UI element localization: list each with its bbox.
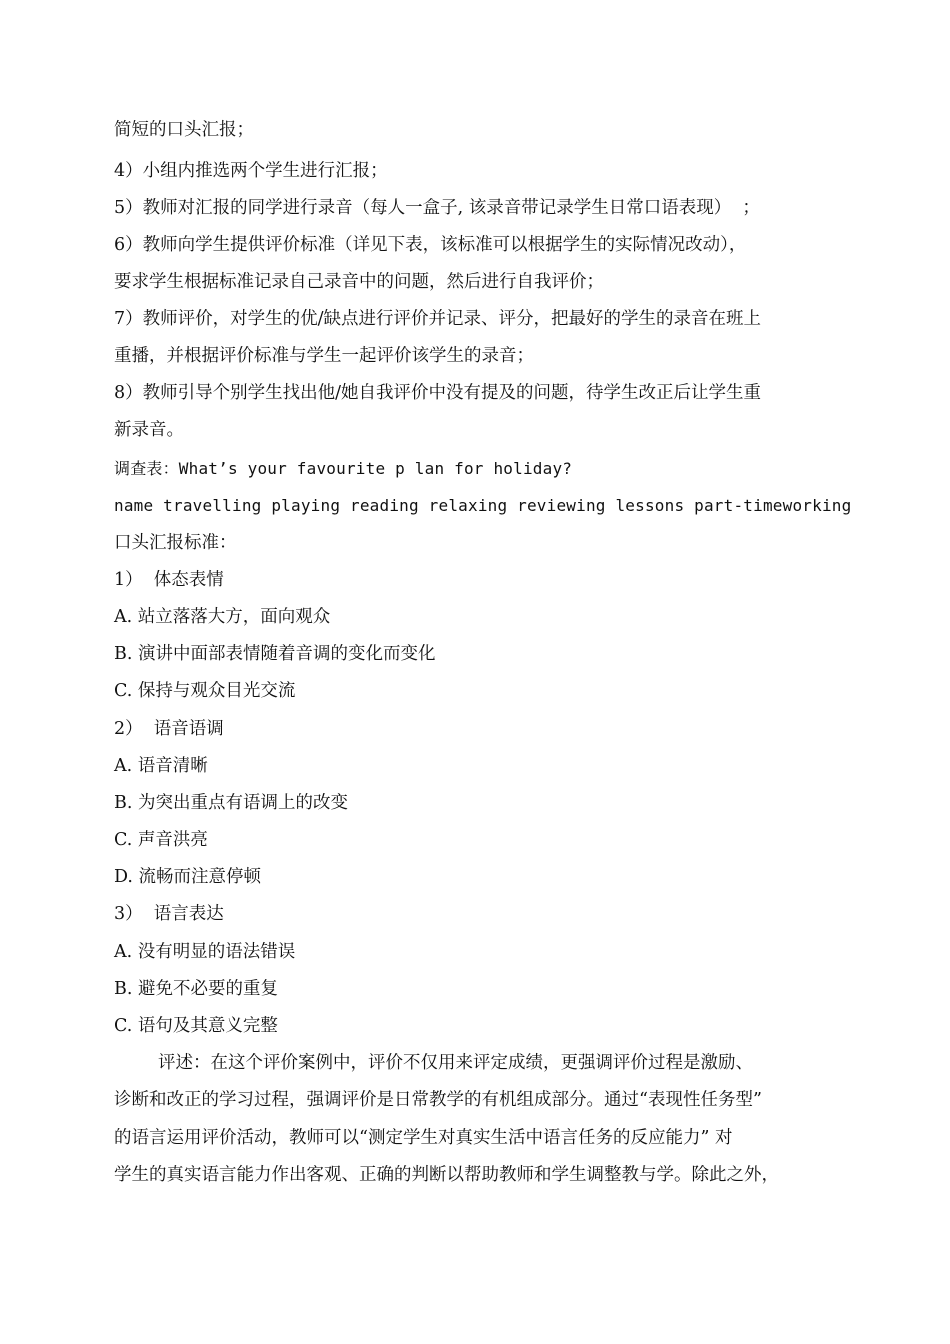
survey-title: 调查表：What’s your favourite p lan for holiday? — [114, 459, 573, 478]
text-line: 要求学生根据标准记录自己录音中的问题，然后进行自我评价； — [114, 272, 604, 292]
commentary-paragraph: 评述：在这个评价案例中，评价不仅用来评定成绩，更强调评价过程是激励、 — [158, 1053, 753, 1073]
criteria-heading: 2） 语音语调 — [114, 719, 224, 739]
text-line: 6）教师向学生提供评价标准（详见下表，该标准可以根据学生的实际情况改动）， — [114, 235, 747, 255]
survey-columns: name travelling playing reading relaxing reviewing lessons part-timeworking — [114, 496, 852, 515]
criteria-heading: 1） 体态表情 — [114, 570, 224, 590]
section-heading: 口头汇报标准： — [114, 533, 237, 553]
text-line: 简短的口头汇报； — [114, 120, 254, 140]
criteria-item: B. 避免不必要的重复 — [114, 979, 278, 999]
criteria-item: A. 没有明显的语法错误 — [114, 942, 296, 962]
text-line: 4）小组内推选两个学生进行汇报； — [114, 161, 388, 181]
commentary-paragraph: 学生的真实语言能力作出客观、正确的判断以帮助教师和学生调整教与学。除此之外， — [114, 1165, 779, 1185]
criteria-item: D. 流畅而注意停顿 — [114, 867, 262, 887]
criteria-heading: 3） 语言表达 — [114, 904, 224, 924]
criteria-item: C. 保持与观众目光交流 — [114, 681, 296, 701]
text-line: 重播，并根据评价标准与学生一起评价该学生的录音； — [114, 346, 534, 366]
criteria-item: A. 语音清晰 — [114, 756, 208, 776]
text-line: 新录音。 — [114, 420, 184, 440]
text-line: 8）教师引导个别学生找出他/她自我评价中没有提及的问题，待学生改正后让学生重 — [114, 383, 762, 403]
commentary-paragraph: 诊断和改正的学习过程，强调评价是日常教学的有机组成部分。通过“表现性任务型” — [114, 1090, 762, 1110]
criteria-item: B. 演讲中面部表情随着音调的变化而变化 — [114, 644, 436, 664]
commentary-paragraph: 的语言运用评价活动，教师可以“测定学生对真实生活中语言任务的反应能力” 对 — [114, 1128, 733, 1148]
criteria-item: B. 为突出重点有语调上的改变 — [114, 793, 348, 813]
criteria-item: A. 站立落落大方，面向观众 — [114, 607, 331, 627]
criteria-item: C. 语句及其意义完整 — [114, 1016, 278, 1036]
text-line: 7）教师评价，对学生的优/缺点进行评价并记录、评分，把最好的学生的录音在班上 — [114, 309, 762, 329]
criteria-item: C. 声音洪亮 — [114, 830, 208, 850]
text-line: 5）教师对汇报的同学进行录音（每人一盒子, 该录音带记录学生日常口语表现） ； — [114, 198, 760, 218]
